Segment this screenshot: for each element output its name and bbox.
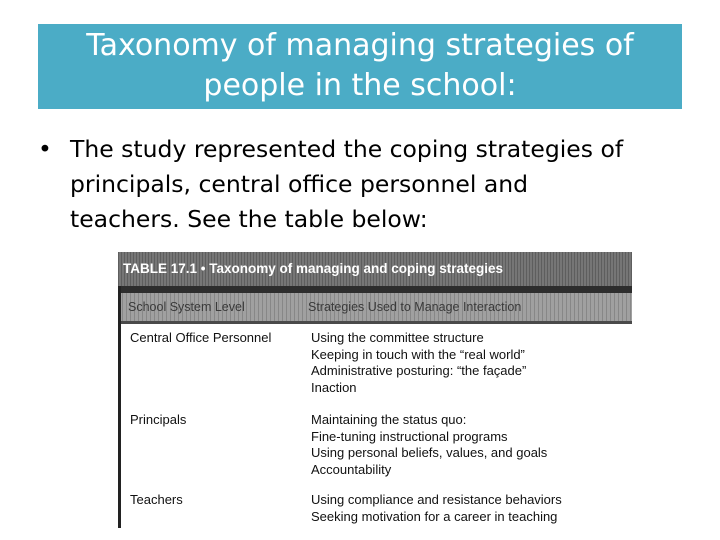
strategy-item: Seeking motivation for a career in teaching — [311, 508, 558, 524]
scan-left-edge — [118, 286, 121, 528]
table-divider — [118, 286, 632, 293]
row-strategies — [311, 492, 631, 525]
strategy-item: Keeping in touch with the “real world” — [311, 346, 525, 362]
strategy-item: Maintaining the status quo: — [311, 412, 467, 427]
strategy-item: Accountability — [311, 461, 392, 477]
bullet-line-2: principals, central office personnel and — [70, 170, 529, 198]
slide-title-line-1: Taxonomy of managing strategies of — [86, 28, 634, 63]
table-caption: TABLE 17.1 • Taxonomy of managing and coping strategies — [118, 252, 632, 286]
bullet-paragraph — [38, 132, 688, 237]
strategy-item: Using personal beliefs, values, and goals — [311, 445, 548, 460]
row-strategies — [311, 330, 631, 396]
column-header-strategies: Strategies Used to Manage Interaction — [308, 300, 522, 314]
strategy-item: Using compliance and resistance behaviors — [311, 492, 562, 507]
scanned-table-image — [118, 252, 632, 528]
bullet-line-1: The study represented the coping strategies of — [70, 135, 624, 163]
slide-title — [38, 24, 682, 109]
strategy-item: Using the committee structure — [311, 330, 484, 345]
slide-title-line-2: people in the school: — [203, 68, 517, 103]
table-header-rule — [118, 321, 632, 324]
strategy-item: Fine-tuning instructional programs — [311, 428, 508, 444]
bullet-line-3: teachers. See the table below: — [70, 205, 428, 233]
strategy-item: Administrative posturing: “the façade” — [311, 363, 527, 378]
row-level-central-office: Central Office Personnel — [130, 330, 272, 345]
bullet-marker: • — [38, 135, 52, 163]
row-level-teachers: Teachers — [130, 492, 183, 507]
bullet-text — [70, 132, 688, 237]
row-level-principals: Principals — [130, 412, 187, 427]
row-strategies — [311, 412, 631, 478]
strategy-item: Inaction — [311, 379, 357, 395]
column-header-level: School System Level — [128, 300, 245, 314]
table-column-headers — [118, 293, 632, 321]
